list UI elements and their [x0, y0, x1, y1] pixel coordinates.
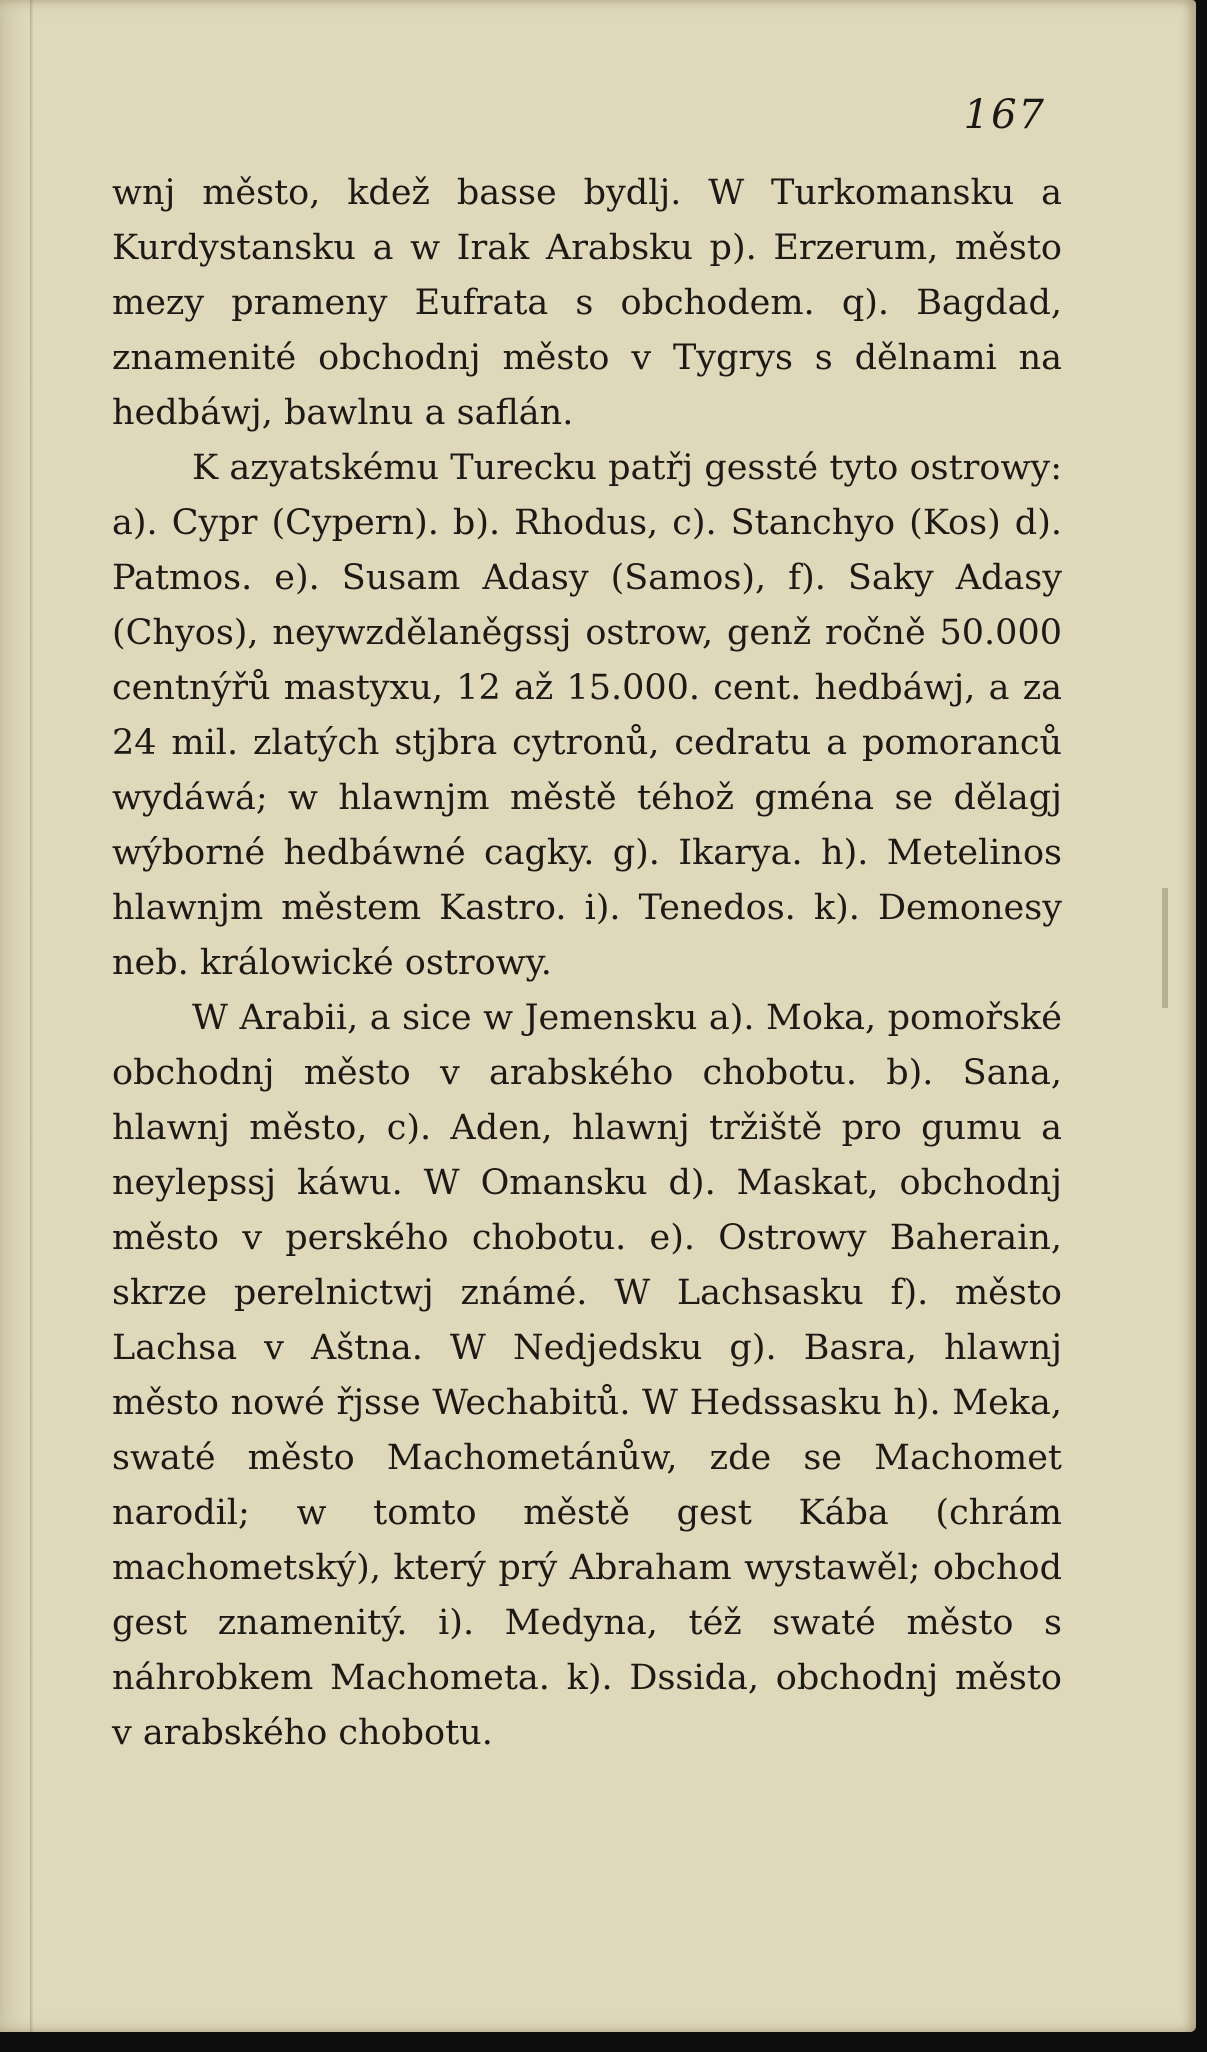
page-edge-mark [1162, 888, 1168, 1008]
paragraph: wnj město, kdež basse bydlj. W Turkomansku a Kurdystansku a w Irak Arabsku p). Erzerum, město mezy prameny Eufrata s obchodem. q). Bagdad, znamenité obchodnj město v Tygrys s dělnami na hedbáwj, bawlnu a saflán. [112, 173, 1062, 433]
paragraph: W Arabii, a sice w Jemensku a). Moka, pomořské obchodnj město v arabského chobotu. b). Sana, hlawnj město, c). Aden, hlawnj tržiště pro gumu a neylepssj káwu. W Omansku d). Maskat, obchodnj město v perského chobotu. e). Ostrowy Baherain, skrze perelnictwj známé. W Lachsasku f). město Lachsa v Aštna. W Nedjedsku g). Basra, hlawnj město nowé řjsse Wechabitů. W Hedssasku h). Meka, swaté město Machometánůw, zde se Machomet narodil; w tomto městě gest Kába (chrám machometský), který prý Abraham wystawěl; obchod gest znamenitý. i). Medyna, též swaté město s náhrobkem Machometa. k). Dssida, obchodnj město v arabského chobotu. [112, 998, 1062, 1753]
page-number: 167 [963, 92, 1046, 138]
body-text [112, 166, 1062, 1761]
gutter-shadow [30, 0, 33, 2032]
paragraph: K azyatskému Turecku patřj gessté tyto ostrowy: a). Cypr (Cypern). b). Rhodus, c). Stanchyo (Kos) d). Patmos. e). Susam Adasy (Samos), f). Saky Adasy (Chyos), neywzdělaněgssj ostrow, genž ročně 50.000 centnýřů mastyxu, 12 až 15.000. cent. hedbáwj, a za 24 mil. zlatých stjbra cytronů, cedratu a pomoranců wydáwá; w hlawnjm městě téhož gména se dělagj wýborné hedbáwné cagky. g). Ikarya. h). Metelinos hlawnjm městem Kastro. i). Tenedos. k). Demonesy neb. králowické ostrowy. [112, 448, 1062, 983]
